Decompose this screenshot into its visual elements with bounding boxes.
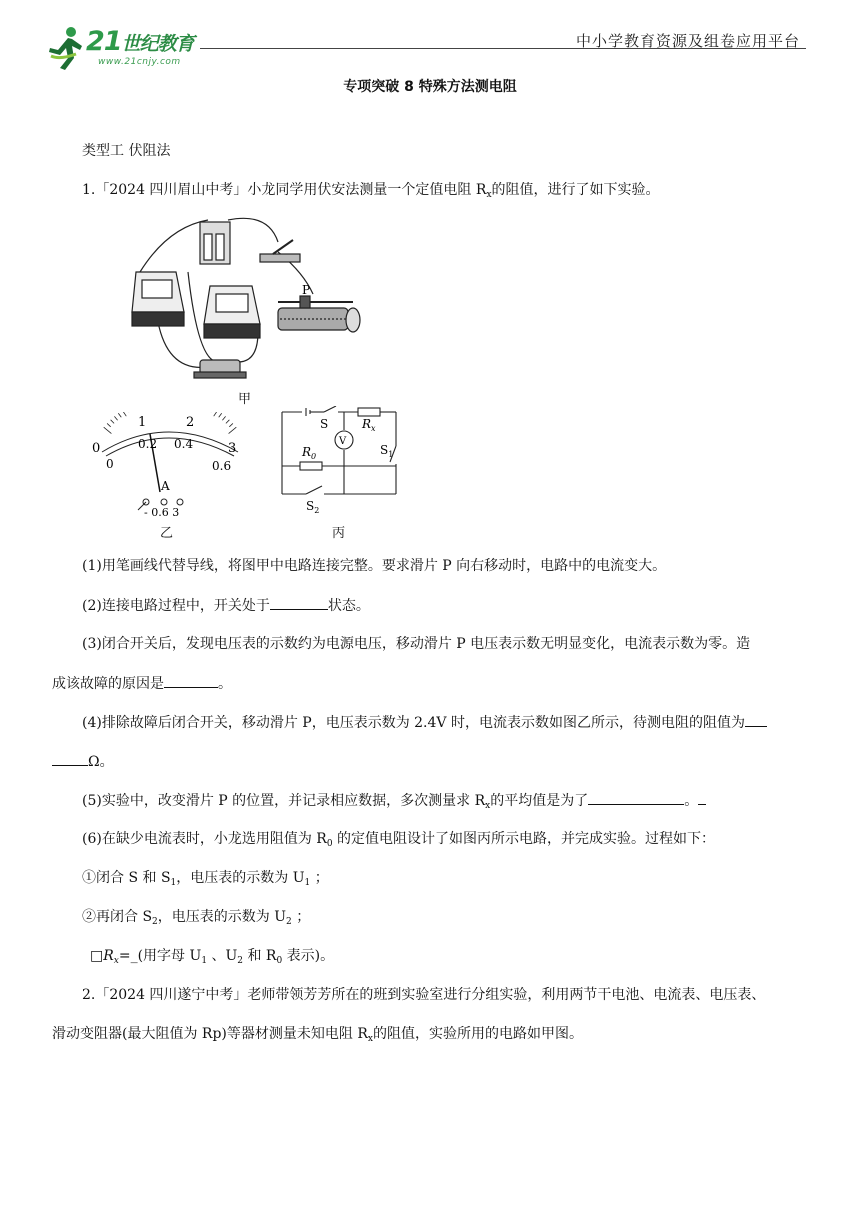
scale-top-2: 2 bbox=[186, 415, 195, 430]
q1-part4-line1: (4)排除故障后闭合开关，移动滑片 P，电压表示数为 2.4V 时，电流表示数如图乙所示，待测电阻的阻值为 bbox=[82, 712, 767, 733]
figure-bing-circuit bbox=[276, 406, 406, 516]
slider-label: P bbox=[302, 283, 311, 297]
switch-s1-label: $S_1$ bbox=[380, 443, 394, 459]
q1-part3-line1: (3)闭合开关后，发现电压表的示数约为电源电压，移动滑片 P 电压表示数无明显变化，电流表示数为零。造 bbox=[82, 636, 751, 652]
dial-tick bbox=[222, 416, 225, 420]
voltmeter-symbol: V bbox=[339, 436, 347, 447]
q1-step2: ②再闭合 $S_2$，电压表的示数为 $U_2$ ； bbox=[82, 909, 311, 927]
dial-tick bbox=[229, 423, 233, 426]
logo-url: www.21cnjy.com bbox=[98, 57, 181, 67]
figure-yi-ammeter-dial bbox=[88, 412, 248, 522]
q1-part5: (5)实验中，改变滑片 P 的位置，并记录相应数据，多次测量求 $R_x$的平均值是为了 。 bbox=[82, 790, 706, 816]
r0-label: $R_0$ bbox=[302, 445, 317, 461]
page-title: 专项突破 8 特殊方法测电阻 bbox=[343, 79, 517, 95]
q1-part4-line2: Ω。 bbox=[52, 751, 114, 772]
scale-bottom-3: 0.6 bbox=[212, 459, 232, 473]
scale-top-1: 1 bbox=[138, 415, 147, 430]
scale-bottom-1: 0.2 bbox=[138, 437, 158, 451]
runner-icon bbox=[46, 26, 86, 70]
dial-tick bbox=[107, 423, 111, 426]
q1-part1: (1)用笔画线代替导线，将图甲中电路连接完整。要求滑片 P 向右移动时，电路中的电流变大。 bbox=[82, 558, 667, 574]
q2-line2: 滑动变阻器(最大阻值为 Rp)等器材测量未知电阻 $R_x$的阻值，实验所用的电路如甲图。 bbox=[52, 1026, 583, 1044]
q1-part6: (6)在缺少电流表时，小龙选用阻值为 $R_0$ 的定值电阻设计了如图丙所示电路，并完成实验。过程如下： bbox=[82, 831, 716, 849]
figure-label-yi: 乙 bbox=[160, 526, 174, 541]
dial-tick bbox=[118, 413, 121, 417]
dial-tick bbox=[226, 420, 230, 424]
scale-top-3: 3 bbox=[228, 441, 237, 456]
section-heading: 类型工 伏阻法 bbox=[82, 143, 171, 159]
logo-text: 世纪教育 bbox=[121, 33, 194, 55]
figure-jia-apparatus bbox=[128, 212, 368, 392]
dial-tick bbox=[104, 427, 112, 433]
q1-step3: $□R_x=\_$(用字母 $U_1$ 、$U_2$ 和 $R_0$ 表示)。 bbox=[90, 948, 335, 966]
dial-tick bbox=[122, 412, 126, 416]
page-header bbox=[0, 0, 860, 70]
logo-number: 21 bbox=[86, 26, 122, 57]
figure-label-bing: 丙 bbox=[332, 526, 346, 541]
ammeter-unit: A bbox=[161, 479, 170, 493]
dial-tick bbox=[111, 420, 115, 424]
dial-tick bbox=[214, 412, 218, 416]
q1-part3-line2: 成该故障的原因是 。 bbox=[52, 673, 232, 694]
q1-part2: (2)连接电路过程中，开关处于 状态。 bbox=[82, 595, 370, 616]
q2-line1: 2.「2024 四川遂宁中考」老师带领芳芳所在的班到实验室进行分组实验，利用两节干电池、电流表、电压表、 bbox=[82, 987, 766, 1003]
scale-bottom-2: 0.4 bbox=[174, 437, 194, 451]
rx-label: $R_x$ bbox=[362, 417, 376, 433]
dial-tick bbox=[229, 427, 237, 433]
switch-s-label: S bbox=[320, 417, 329, 431]
logo bbox=[46, 26, 216, 72]
figure-label-jia: 甲 bbox=[238, 392, 252, 407]
platform-name: 中小学教育资源及组卷应用平台 bbox=[575, 32, 800, 50]
dial-tick bbox=[219, 413, 222, 417]
dial-tick bbox=[114, 416, 117, 420]
scale-top-0: 0 bbox=[92, 441, 101, 456]
switch-s2-label: $S_2$ bbox=[306, 499, 320, 515]
q1-step1: ①闭合 S 和 $S_1$，电压表的示数为 $U_1$ ； bbox=[82, 870, 329, 888]
scale-bottom-0: 0 bbox=[106, 457, 114, 471]
ammeter-terminal-labels: - 0.6 3 bbox=[144, 506, 180, 519]
q1-intro: 1.「2024 四川眉山中考」小龙同学用伏安法测量一个定值电阻 $R_x$的阻值，进行了如下实验。 bbox=[82, 182, 660, 200]
